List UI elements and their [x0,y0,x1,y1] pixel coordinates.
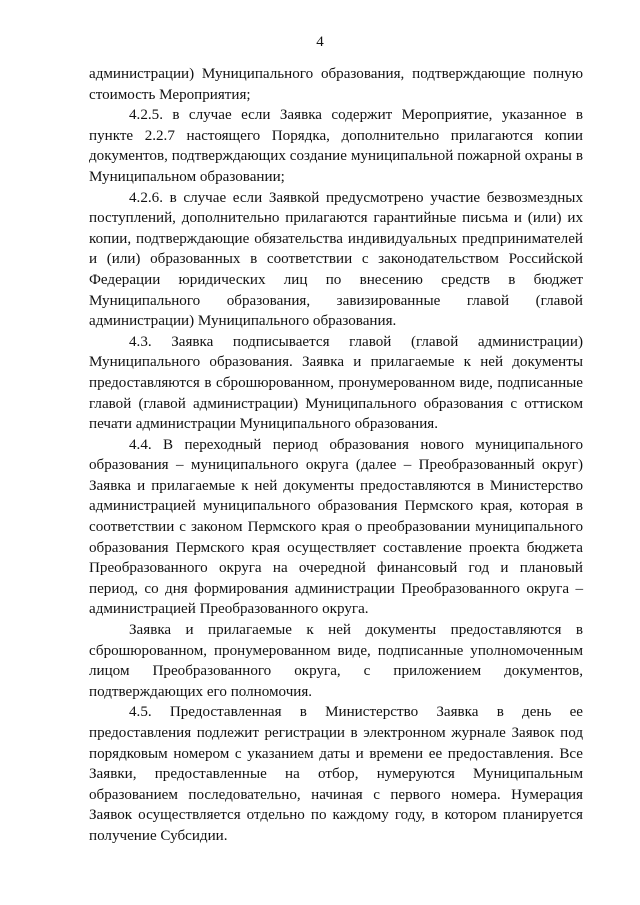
paragraph-continuation: администрации) Муниципального образования, подтверждающие полную стоимость Мероприятия; [89,66,583,103]
paragraph-4-3: 4.3. Заявка подписывается главой (главой администрации) Муниципального образования. Заявка и прилагаемые к ней документы предоставляются в сброшюрованном, пронумерованном виде, подписанные главой (главой администрации) Муниципального образования с оттиском печати администрации Муниципального образования. [89,333,583,433]
document-body [89,64,583,847]
paragraph-4-2-5: 4.2.5. в случае если Заявка содержит Мероприятие, указанное в пункте 2.2.7 настоящего Порядка, дополнительно прилагаются копии документов, подтверждающих создание муниципальной пожарной охраны в Муниципальном образовании; [89,107,583,185]
paragraph-4-4-continued: Заявка и прилагаемые к ней документы предоставляются в сброшюрованном, пронумерованном виде, подписанные уполномоченным лицом Преобразованного округа, с приложением документов, подтверждающих его полномочия. [89,622,583,700]
paragraph-4-5: 4.5. Предоставленная в Министерство Заявка в день ее предоставления подлежит регистрации в электронном журнале Заявок под порядковым номером с указанием даты и времени ее предоставления. Все Заявки, предоставленные на отбор, нумеруются Муниципальным образованием последовательно, начиная с первого номера. Нумерация Заявок осуществляется отдельно по каждому году, в котором планируется получение Субсидии. [89,704,583,844]
page-number: 4 [316,34,324,50]
paragraph-4-2-6: 4.2.6. в случае если Заявкой предусмотрено участие безвозмездных поступлений, дополнительно прилагаются гарантийные письма и (или) их копии, подтверждающие обязательства индивидуальных предпринимателей и (или) образованных в соответствии с законодательством Российской Федерации юридических лиц по внесению средств в бюджет Муниципального образования, завизированные главой (главой администрации) Муниципального образования. [89,189,583,330]
paragraph-4-4: 4.4. В переходный период образования нового муниципального образования – муниципального округа (далее – Преобразованный округ) Заявка и прилагаемые к ней документы предоставляются в Министерство администрацией муниципального образования Пермского края, которая в соответствии с законом Пермского края о преобразовании муниципального образования Пермского края осуществляет составление проекта бюджета Преобразованного округа на очередной финансовый год и плановый период, со дня формирования администрации Преобразованного округа – администрацией Преобразованного округа. [89,436,583,618]
